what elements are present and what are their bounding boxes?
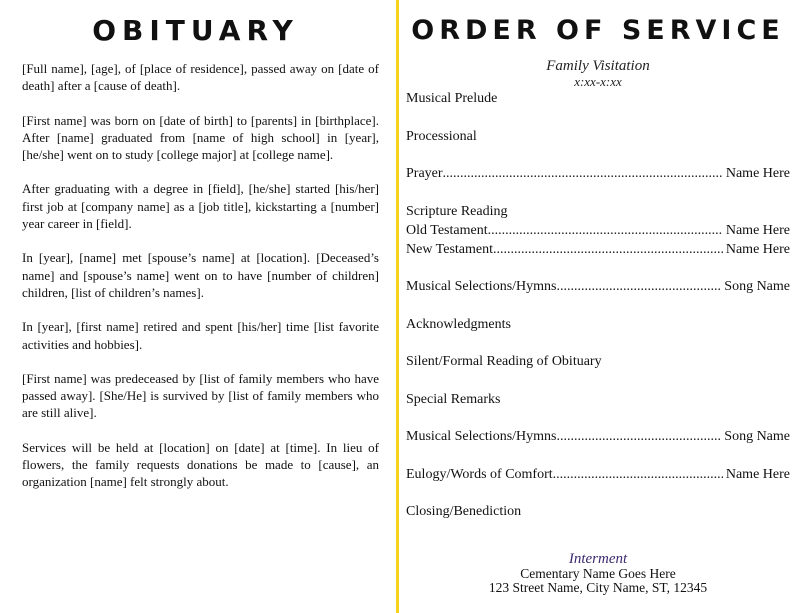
obituary-paragraph: [First name] was predeceased by [list of family members who have passed away]. [She/He] is survived by [list of family members who are still alive]. [22, 370, 379, 421]
dot-leader [557, 277, 722, 296]
program-item-person: Name Here [725, 466, 790, 482]
obituary-paragraph: In [year], [first name] retired and spent [his/her] time [list favorite activities and hobbies]. [22, 319, 379, 352]
order-of-service-heading: ORDER OF SERVICE [411, 15, 785, 46]
dot-leader [557, 427, 722, 446]
program-item-person: Name Here [725, 241, 790, 257]
program-item-label: New Testament [406, 241, 494, 257]
program-item-label: Scripture Reading [406, 203, 508, 219]
program-item [406, 502, 790, 521]
interment-block [406, 551, 790, 595]
dot-leader [493, 240, 723, 259]
obituary-paragraph: Services will be held at [location] on [date] at [time]. In lieu of flowers, the family requests donations be made to [cause], an organization [name] felt strongly about. [22, 439, 379, 490]
program-item [406, 89, 790, 108]
column-divider [396, 0, 399, 613]
program-item-song: Song Name [724, 279, 790, 294]
dot-leader [553, 465, 723, 484]
obituary-paragraph: After graduating with a degree in [field], [he/she] started [his/her] first job at [company name] as a [job title], kickstarting a [number] year career in [field]. [22, 181, 379, 232]
obituary-paragraph: [Full name], [age], of [place of residence], passed away on [date of death] after a [cause of death]. [22, 61, 379, 94]
program-item-label: Silent/Formal Reading of Obituary [406, 354, 602, 369]
program-item [406, 240, 790, 259]
program-item-person: Name Here [725, 166, 790, 181]
program-item [406, 390, 790, 409]
obituary-column [22, 0, 379, 508]
program-item-label: Musical Prelude [406, 91, 498, 106]
obituary-paragraph: [First name] was born on [date of birth] to [parents] in [birthplace]. After [name] graduated from [name of high school] in [year], [he/she] went on to study [college major] at [college name]. [22, 112, 379, 163]
program-item [406, 221, 790, 240]
program-item-person: Name Here [725, 222, 790, 238]
order-of-service-column [406, 0, 790, 595]
program-item [406, 202, 790, 221]
service-program [406, 89, 790, 521]
cemetery-name: Cementary Name Goes Here [520, 566, 676, 581]
visitation-title: Family Visitation [546, 58, 650, 74]
program-item-label: Old Testament [406, 222, 488, 238]
program-item-label: Musical Selections/Hymns [406, 429, 557, 444]
program-item [406, 164, 790, 183]
program-item-label: Acknowledgments [406, 316, 511, 332]
obituary-heading: OBITUARY [92, 14, 299, 47]
program-item [406, 427, 790, 446]
family-visitation [406, 58, 790, 89]
program-item [406, 277, 790, 296]
obituary-paragraph: In [year], [name] met [spouse’s name] at [location]. [Deceased’s name] and [spouse’s name] went on to have [number of children] children, [list of children’s names]. [22, 250, 379, 300]
program-item [406, 465, 790, 484]
program-item [406, 352, 790, 371]
dot-leader [488, 221, 723, 240]
program-item-label: Musical Selections/Hymns [406, 279, 557, 294]
program-item [406, 127, 790, 146]
dot-leader [443, 164, 723, 183]
interment-title: Interment [568, 551, 628, 567]
cemetery-address: 123 Street Name, City Name, ST, 12345 [488, 580, 708, 595]
obituary-text [22, 60, 379, 491]
program-item-song: Song Name [724, 429, 790, 444]
program-item-label: Prayer [406, 166, 443, 181]
visitation-time: x:xx-x:xx [574, 74, 622, 89]
program-item-label: Closing/Benediction [406, 504, 522, 519]
program-item-label: Special Remarks [406, 391, 501, 407]
program-item-label: Processional [406, 128, 477, 144]
program-item-label: Eulogy/Words of Comfort [406, 466, 553, 482]
program-item [406, 315, 790, 334]
